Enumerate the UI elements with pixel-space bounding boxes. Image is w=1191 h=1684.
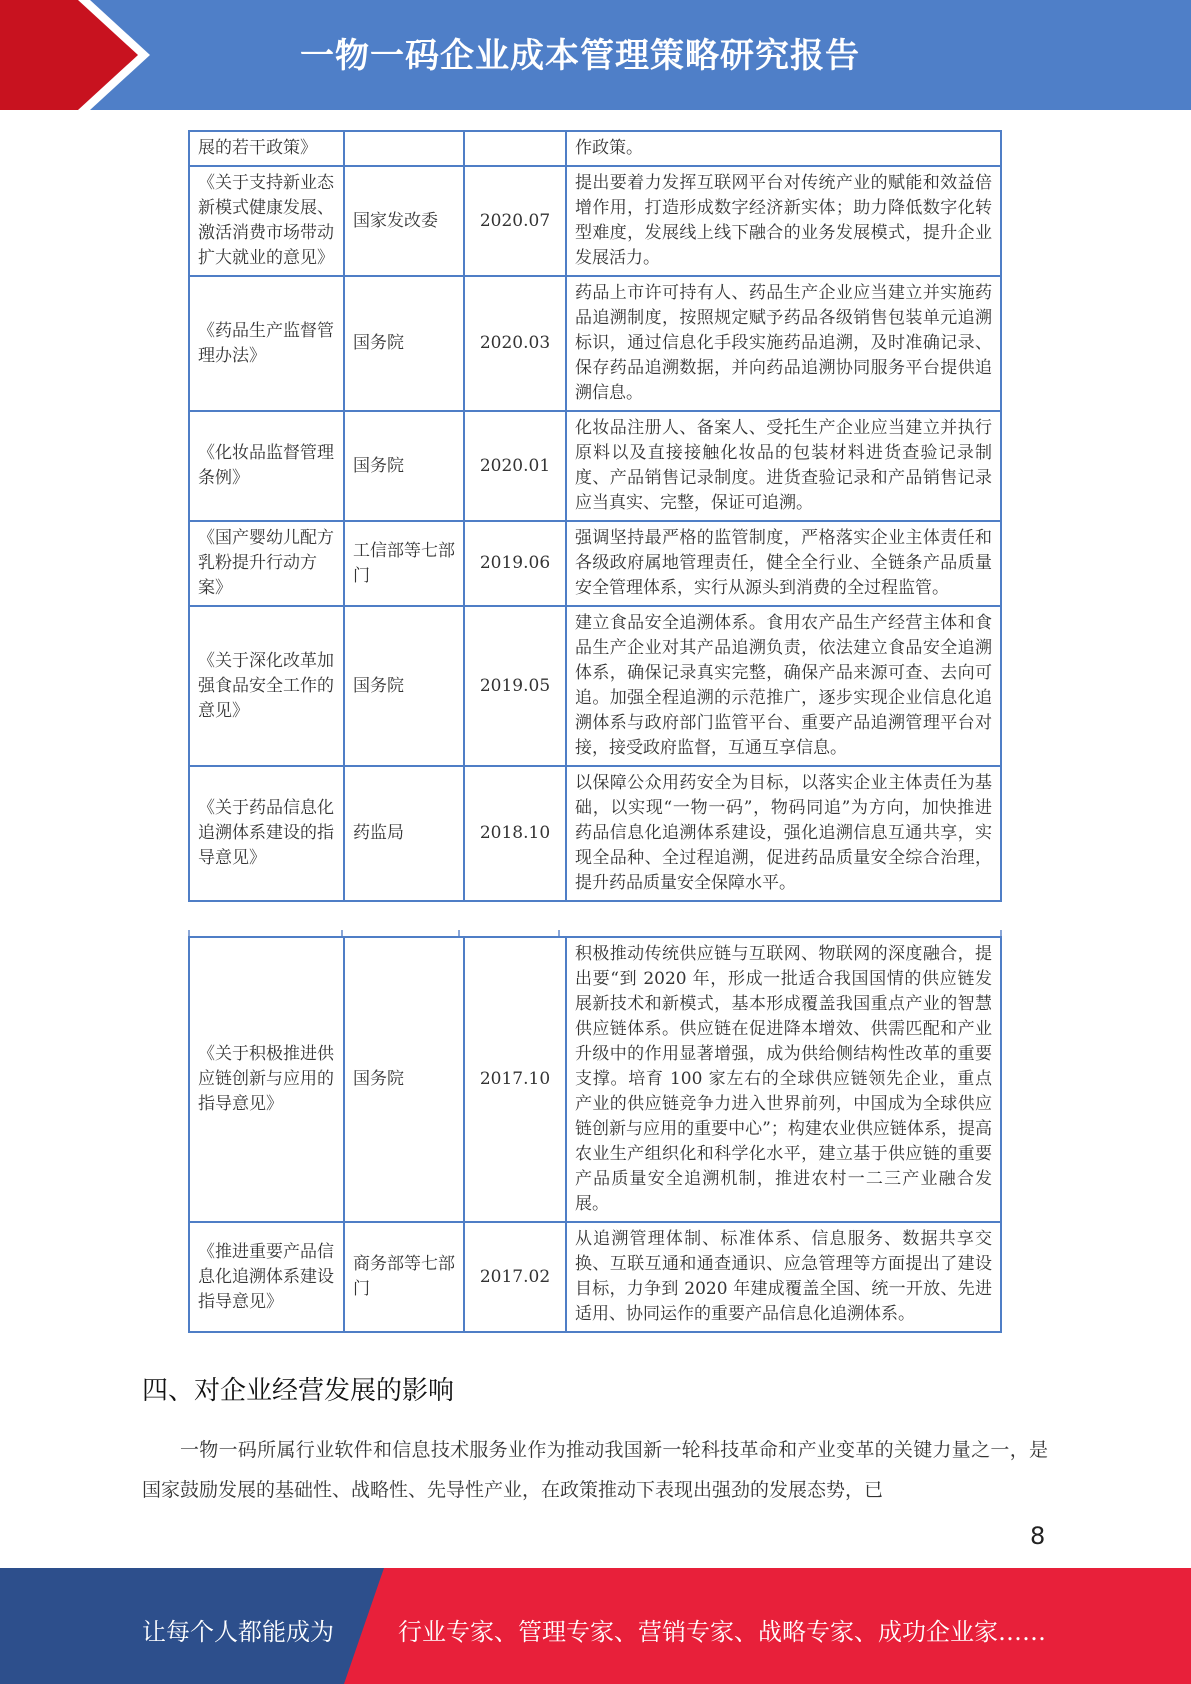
content-cell: 强调坚持最严格的监管制度，严格落实企业主体责任和各级政府属地管理责任，健全全行业、全链条产品质量安全管理体系，实行从源头到消费的全过程监管。	[566, 521, 1001, 606]
date-cell	[464, 131, 566, 166]
policy-name-cell: 《药品生产监督管理办法》	[189, 276, 344, 411]
date-cell: 2019.06	[464, 521, 566, 606]
content-cell: 作政策。	[566, 131, 1001, 166]
policy-name-cell: 《关于药品信息化追溯体系建设的指导意见》	[189, 766, 344, 901]
date-cell: 2017.02	[464, 1222, 566, 1332]
dept-cell: 国家发改委	[344, 166, 464, 276]
dept-cell: 国务院	[344, 606, 464, 766]
policy-name-cell: 《国产婴幼儿配方乳粉提升行动方案》	[189, 521, 344, 606]
body-paragraph: 一物一码所属行业软件和信息技术服务业作为推动我国新一轮科技革命和产业变革的关键力量之一，是国家鼓励发展的基础性、战略性、先导性产业，在政策推动下表现出强劲的发展态势，已	[142, 1439, 1048, 1501]
date-cell: 2018.10	[464, 766, 566, 901]
dept-cell	[344, 131, 464, 166]
content-cell: 提出要着力发挥互联网平台对传统产业的赋能和效益倍增作用，打造形成数字经济新实体；助力降低数字化转型难度，发展线上线下融合的业务发展模式，提升企业发展活力。	[566, 166, 1001, 276]
table-row	[189, 166, 1001, 276]
date-cell: 2019.05	[464, 606, 566, 766]
table-row	[189, 1222, 1001, 1332]
dept-cell: 商务部等七部门	[344, 1222, 464, 1332]
table-row	[189, 411, 1001, 521]
dept-cell: 药监局	[344, 766, 464, 901]
table-row	[189, 131, 1001, 166]
section-heading: 四、对企业经营发展的影响	[142, 1376, 455, 1406]
date-cell: 2020.01	[464, 411, 566, 521]
page-header	[0, 0, 1191, 110]
policy-name-cell: 《关于支持新业态新模式健康发展、激活消费市场带动扩大就业的意见》	[189, 166, 344, 276]
content-cell: 建立食品安全追溯体系。食用农产品生产经营主体和食品生产企业对其产品追溯负责，依法建立食品安全追溯体系，确保记录真实完整，确保产品来源可查、去向可追。加强全程追溯的示范推广，逐步实现企业信息化追溯体系与政府部门监管平台、重要产品追溯管理平台对接，接受政府监督，互通互享信息。	[566, 606, 1001, 766]
content-cell: 以保障公众用药安全为目标，以落实企业主体责任为基础，以实现“一物一码”，物码同追”为方向，加快推进药品信息化追溯体系建设，强化追溯信息互通共享，实现全品种、全过程追溯，促进药品质量安全综合治理，提升药品质量安全保障水平。	[566, 766, 1001, 901]
policy-name-cell: 《关于深化改革加强食品安全工作的意见》	[189, 606, 344, 766]
table-row	[189, 766, 1001, 901]
content-cell: 药品上市许可持有人、药品生产企业应当建立并实施药品追溯制度，按照规定赋予药品各级销售包装单元追溯标识，通过信息化手段实施药品追溯，及时准确记录、保存药品追溯数据，并向药品追溯协同服务平台提供追溯信息。	[566, 276, 1001, 411]
policy-table-bottom	[188, 936, 1002, 1333]
date-cell: 2020.03	[464, 276, 566, 411]
footer-slogan-left: 让每个人都能成为	[142, 1618, 334, 1646]
policy-name-cell: 《关于积极推进供应链创新与应用的指导意见》	[189, 937, 344, 1222]
policy-table-top	[188, 130, 1002, 902]
policy-name-cell: 《推进重要产品信息化追溯体系建设指导意见》	[189, 1222, 344, 1332]
content-cell: 化妆品注册人、备案人、受托生产企业应当建立并执行原料以及直接接触化妆品的包装材料进货查验记录制度、产品销售记录制度。进货查验记录和产品销售记录应当真实、完整，保证可追溯。	[566, 411, 1001, 521]
dept-cell: 工信部等七部门	[344, 521, 464, 606]
policy-name-cell: 《化妆品监督管理条例》	[189, 411, 344, 521]
report-title: 一物一码企业成本管理策略研究报告	[300, 36, 860, 76]
content-cell: 从追溯管理体制、标准体系、信息服务、数据共享交换、互联互通和通查通识、应急管理等方面提出了建设目标，力争到 2020 年建成覆盖全国、统一开放、先进适用、协同运作的重要产品信息化追溯体系。	[566, 1222, 1001, 1332]
table-row	[189, 937, 1001, 1222]
footer-slogan-right: 行业专家、管理专家、营销专家、战略专家、成功企业家……	[398, 1618, 1046, 1646]
dept-cell: 国务院	[344, 937, 464, 1222]
table-row	[189, 606, 1001, 766]
page-footer	[0, 1568, 1191, 1684]
date-cell: 2017.10	[464, 937, 566, 1222]
dept-cell: 国务院	[344, 276, 464, 411]
page-number: 8	[1030, 1522, 1046, 1550]
dept-cell: 国务院	[344, 411, 464, 521]
date-cell: 2020.07	[464, 166, 566, 276]
header-chevron-icon	[0, 0, 160, 110]
table-row	[189, 276, 1001, 411]
policy-name-cell: 展的若干政策》	[189, 131, 344, 166]
content-cell: 积极推动传统供应链与互联网、物联网的深度融合，提出要“到 2020 年，形成一批适合我国国情的供应链发展新技术和新模式，基本形成覆盖我国重点产业的智慧供应链体系。供应链在促进降本增效、供需匹配和产业升级中的作用显著增强，成为供给侧结构性改革的重要支撑。培育 100 家左右的全球供应链领先企业，重点产业的供应链竞争力进入世界前列，中国成为全球供应链创新与应用的重要中心”；构建农业供应链体系，提高农业生产组织化和科学化水平，建立基于供应链的重要产品质量安全追溯机制，推进农村一二三产业融合发展。	[566, 937, 1001, 1222]
table-row	[189, 521, 1001, 606]
